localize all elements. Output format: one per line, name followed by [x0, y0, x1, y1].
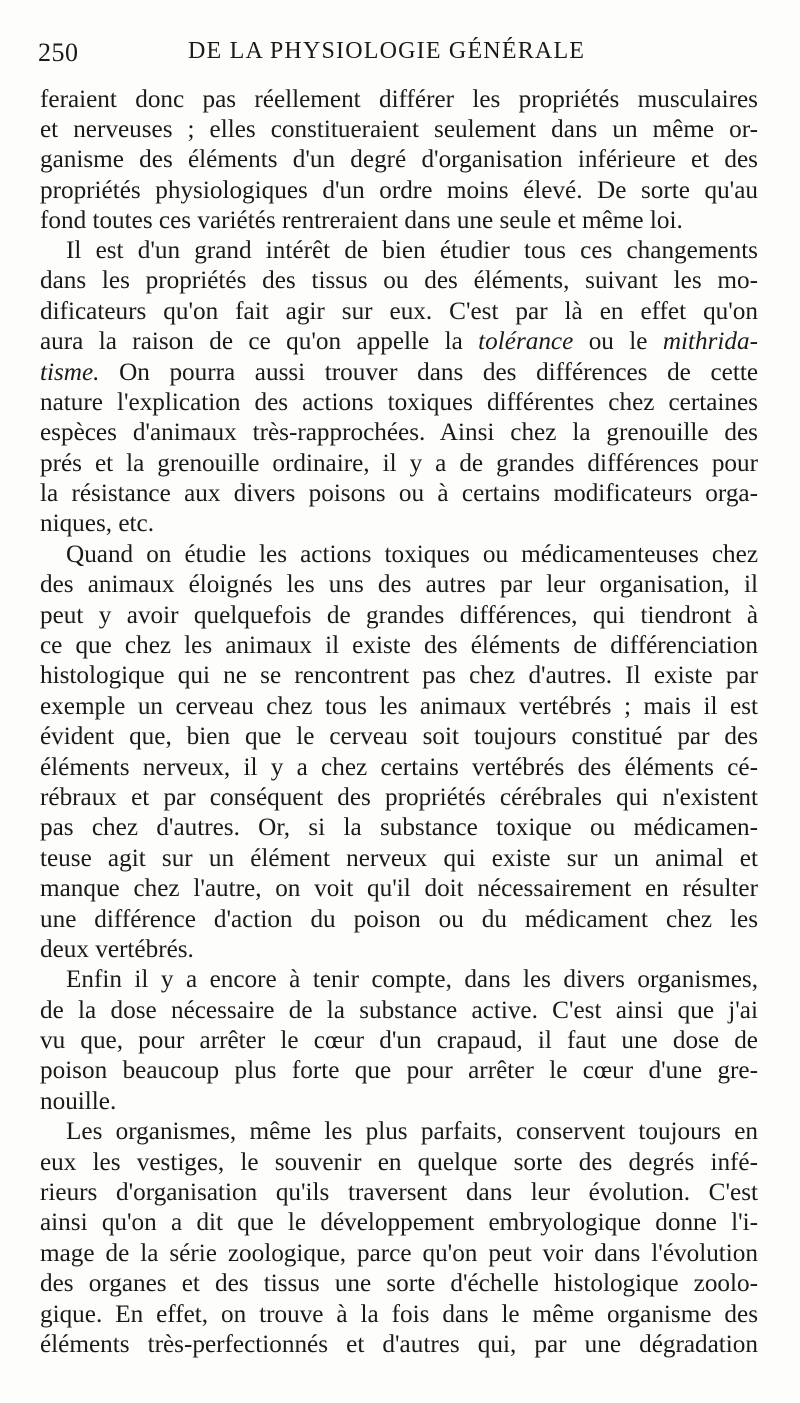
text-line: poison beaucoup plus forte que pour arrêter le cœur d'une gre- — [40, 1057, 758, 1085]
italic-term-tolerance: tolérance — [478, 328, 574, 356]
paragraph-2 — [40, 236, 758, 540]
text-line: dificateurs qu'on fait agir sur eux. C'est par là en effet qu'on — [40, 297, 758, 325]
italic-term-tisme: tisme. — [40, 358, 100, 386]
text-line: ainsi qu'on a dit que le développement embryologique donne l'i- — [40, 1209, 758, 1237]
text-line: une différence d'action du poison ou du médicament chez les — [40, 905, 758, 933]
running-title: DE LA PHYSIOLOGIE GÉNÉRALE — [188, 38, 586, 64]
page-body — [40, 85, 758, 1360]
page-number: 250 — [38, 38, 79, 67]
text-line: niques, etc. — [40, 510, 155, 538]
text-segment: ou le — [573, 328, 663, 356]
page-header — [38, 38, 758, 78]
text-line: eux les vestiges, le souvenir en quelque sorte des degrés infé- — [40, 1148, 758, 1176]
text-line: rébraux et par conséquent des propriétés cérébrales qui n'existent — [40, 783, 758, 811]
text-line: espèces d'animaux très-rapprochées. Ainsi chez la grenouille des — [40, 419, 758, 447]
text-segment: aura la raison de ce qu'on appelle la — [40, 328, 463, 356]
text-line: Enfin il y a encore à tenir compte, dans les divers organismes, — [66, 966, 758, 994]
paragraph-4 — [40, 965, 758, 1117]
text-line: gique. En effet, on trouve à la fois dans le même organisme des — [40, 1300, 758, 1328]
text-line: évident que, bien que le cerveau soit toujours constitué par des — [40, 723, 758, 751]
text-line: nature l'explication des actions toxiques différentes chez certaines — [40, 388, 758, 416]
text-line-mixed — [40, 358, 758, 388]
text-line: ganisme des éléments d'un degré d'organisation inférieure et des — [40, 146, 758, 174]
text-line: manque chez l'autre, on voit qu'il doit nécessairement en résulter — [40, 875, 758, 903]
text-line: teuse agit sur un élément nerveux qui existe sur un animal et — [40, 844, 758, 872]
text-line: nouille. — [40, 1087, 117, 1115]
text-line: fond toutes ces variétés rentreraient dans une seule et même loi. — [40, 206, 683, 234]
text-line: de la dose nécessaire de la substance active. C'est ainsi que j'ai — [40, 996, 758, 1024]
text-line: des animaux éloignés les uns des autres par leur organisation, il — [40, 571, 758, 599]
text-line: prés et la grenouille ordinaire, il y a de grandes différences pour — [40, 449, 758, 477]
text-line: rieurs d'organisation qu'ils traversent dans leur évolution. C'est — [40, 1179, 758, 1207]
text-segment: On pourra aussi trouver dans des différences de cette — [99, 358, 758, 386]
text-line: peut y avoir quelquefois de grandes différences, qui tiendront à — [40, 601, 758, 629]
text-line: feraient donc pas réellement différer les propriétés musculaires — [40, 86, 758, 113]
paragraph-1 — [40, 85, 758, 236]
text-line: ce que chez les animaux il existe des éléments de différenciation — [40, 632, 758, 660]
text-line: Quand on étudie les actions toxiques ou médicamenteuses chez — [66, 540, 758, 568]
text-line: vu que, pour arrêter le cœur d'un crapaud, il faut une dose de — [40, 1027, 758, 1055]
text-line: mage de la série zoologique, parce qu'on peut voir dans l'évolution — [40, 1239, 758, 1267]
italic-term-mithridatisme: mithrida- — [662, 328, 758, 356]
text-line-mixed — [40, 327, 758, 357]
paragraph-5 — [40, 1117, 758, 1360]
text-line: et nerveuses ; elles constitueraient seulement dans un même or- — [40, 116, 758, 144]
text-line: Il est d'un grand intérêt de bien étudier tous ces changements — [66, 236, 758, 264]
text-line: propriétés physiologiques d'un ordre moins élevé. De sorte qu'au — [40, 176, 758, 204]
text-line: exemple un cerveau chez tous les animaux vertébrés ; mais il est — [40, 692, 758, 720]
text-line: la résistance aux divers poisons ou à certains modificateurs orga- — [40, 480, 758, 508]
text-line: dans les propriétés des tissus ou des éléments, suivant les mo- — [40, 267, 758, 295]
text-line: des organes et des tissus une sorte d'échelle histologique zoolo- — [40, 1270, 758, 1298]
text-line: deux vertébrés. — [40, 935, 194, 963]
text-line: éléments très-perfectionnés et d'autres qui, par une dégradation — [40, 1331, 758, 1358]
paragraph-3 — [40, 540, 758, 965]
text-line: Les organismes, même les plus parfaits, conservent toujours en — [66, 1118, 758, 1146]
text-line: pas chez d'autres. Or, si la substance toxique ou médicamen- — [40, 814, 758, 842]
text-line: éléments nerveux, il y a chez certains vertébrés des éléments cé- — [40, 753, 758, 781]
text-line: histologique qui ne se rencontrent pas chez d'autres. Il existe par — [40, 662, 758, 690]
